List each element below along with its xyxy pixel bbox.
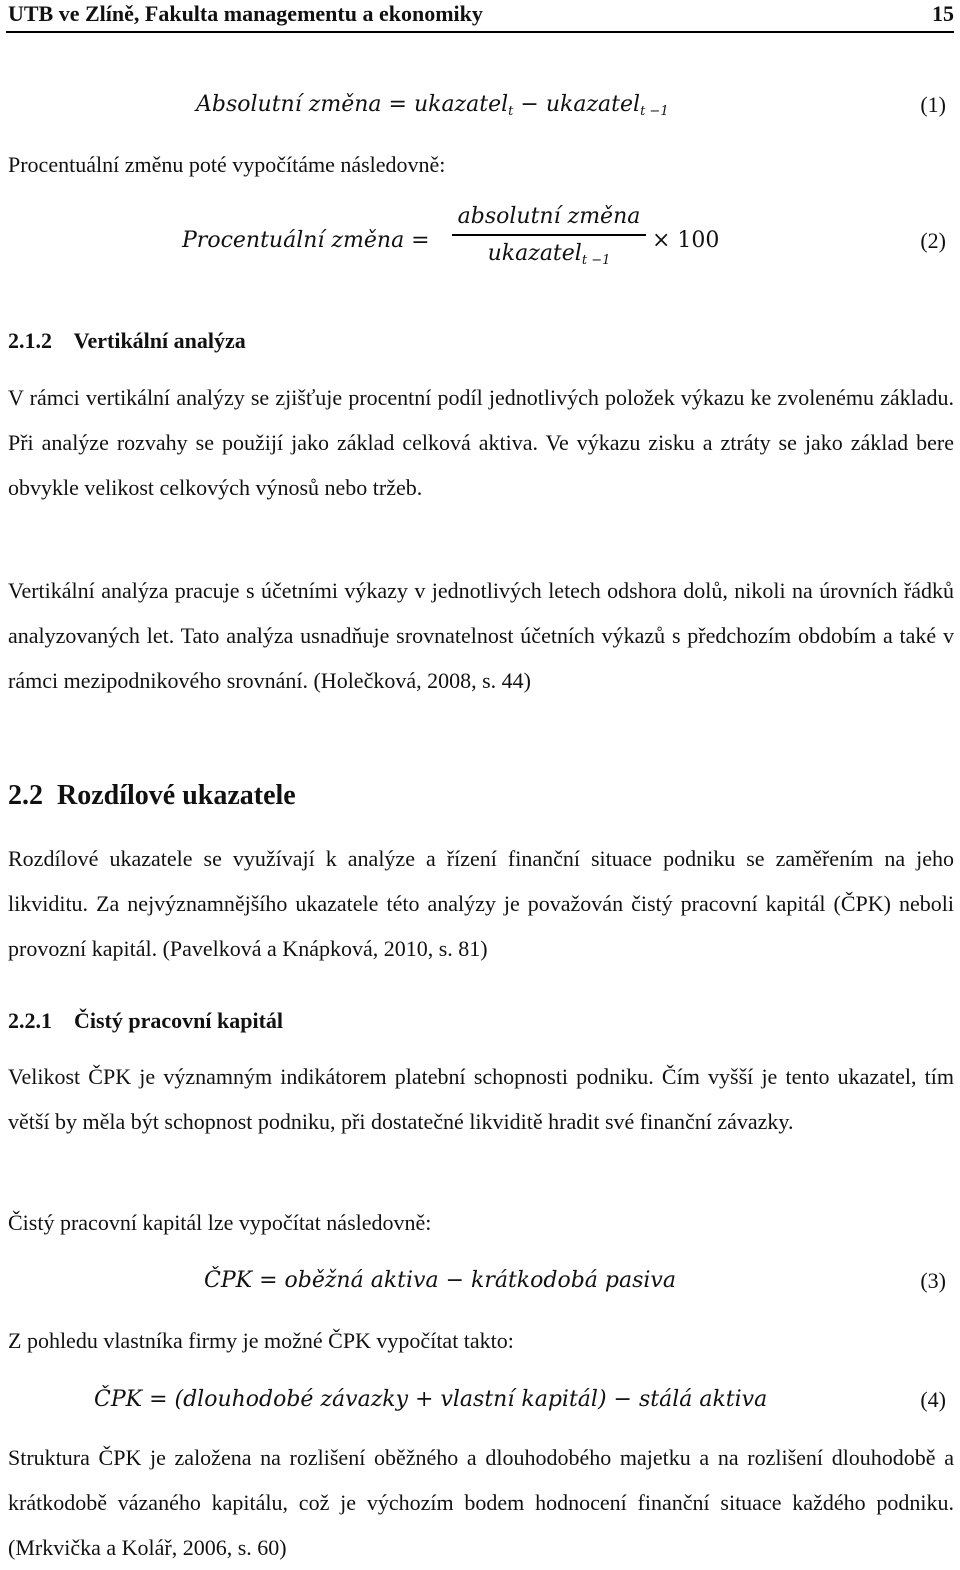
equation-2-denominator	[452, 236, 646, 270]
equation-3-number: (3)	[920, 1268, 946, 1293]
section-heading-2-2-1	[8, 1008, 283, 1034]
equation-2-lhs: Procentuální změna =	[182, 228, 430, 253]
equation-1-minus: −	[520, 92, 539, 117]
running-header	[8, 0, 954, 28]
heading-number: 2.2.1	[8, 1008, 52, 1033]
equation-2-fraction	[452, 200, 646, 270]
equation-2-number: (2)	[920, 228, 946, 253]
equation-4-body: ČPK = (dlouhodobé závazky + vlastní kapitál) − stálá aktiva	[94, 1387, 768, 1412]
header-page-number: 15	[932, 1, 954, 26]
equation-1-lhs: Absolutní změna =	[196, 92, 407, 117]
heading-title: Čistý pracovní kapitál	[74, 1008, 284, 1033]
equation-1-term2: ukazatel	[545, 92, 641, 117]
equation-1-sub2: t −1	[640, 104, 669, 119]
section-heading-2-1-2	[8, 328, 246, 354]
heading-number: 2.2	[8, 780, 43, 811]
equation-4-number: (4)	[920, 1387, 946, 1412]
equation-1-term1: ukazatel	[413, 92, 509, 117]
heading-title: Rozdílové ukazatele	[57, 780, 296, 811]
equation-2-denominator-sub: t −1	[581, 253, 611, 268]
equation-1-sub1: t	[508, 104, 514, 119]
equation-2	[0, 200, 960, 280]
equation-1-body	[196, 92, 669, 119]
section-heading-2-2	[8, 780, 296, 812]
equation-3-intro: Čistý pracovní kapitál lze vypočítat následovně:	[8, 1210, 432, 1235]
heading-title: Vertikální analýza	[73, 328, 246, 353]
heading-number: 2.1.2	[8, 328, 52, 353]
equation-2-denominator-text: ukazatel	[487, 241, 582, 266]
equation-1-number: (1)	[920, 92, 946, 117]
header-title: UTB ve Zlíně, Fakulta managementu a ekonomiky	[8, 1, 483, 26]
equation-2-numerator: absolutní změna	[457, 204, 641, 229]
header-rule	[6, 31, 954, 33]
paragraph-difference-indicators: Rozdílové ukazatele se využívají k analýze a řízení finanční situace podniku se zaměřením na jeho likviditu. Za nejvýznamnějšího ukazatele této analýzy je považován čistý pracovní kapitál (ČPK) neboli provozní kapitál. (Pavelková a Knápková, 2010, s. 81)	[8, 846, 954, 961]
paragraph-net-working-capital: Velikost ČPK je významným indikátorem platební schopnosti podniku. Čím vyšší je tento ukazatel, tím větší by měla být schopnost podniku, při dostatečné likviditě hradit své finanční závazky.	[8, 1064, 954, 1134]
paragraph-ncpk-structure: Struktura ČPK je založena na rozlišení oběžného a dlouhodobého majetku a na rozlišení dlouhodobě a krátkodobě vázaného kapitálu, což je výchozím bodem hodnocení finanční situace každého podniku. (Mrkvička a Kolář, 2006, s. 60)	[8, 1445, 954, 1560]
paragraph-vertical-analysis-1: V rámci vertikální analýzy se zjišťuje procentní podíl jednotlivých položek výkazu ke zvolenému základu. Při analýze rozvahy se použijí jako základ celková aktiva. Ve výkazu zisku a ztráty se jako základ bere obvykle velikost celkových výnosů nebo tržeb.	[8, 385, 954, 500]
equation-3-body: ČPK = oběžná aktiva − krátkodobá pasiva	[204, 1268, 676, 1293]
equation-2-intro: Procentuální změnu poté vypočítáme následovně:	[8, 152, 446, 177]
equation-2-times: × 100	[652, 228, 720, 253]
equation-4-intro: Z pohledu vlastníka firmy je možné ČPK vypočítat takto:	[8, 1328, 514, 1353]
paragraph-vertical-analysis-2: Vertikální analýza pracuje s účetními výkazy v jednotlivých letech odshora dolů, nikoli na úrovních řádků analyzovaných let. Tato analýza usnadňuje srovnatelnost účetních výkazů s předchozím obdobím a také v rámci mezipodnikového srovnání. (Holečková, 2008, s. 44)	[8, 578, 954, 693]
